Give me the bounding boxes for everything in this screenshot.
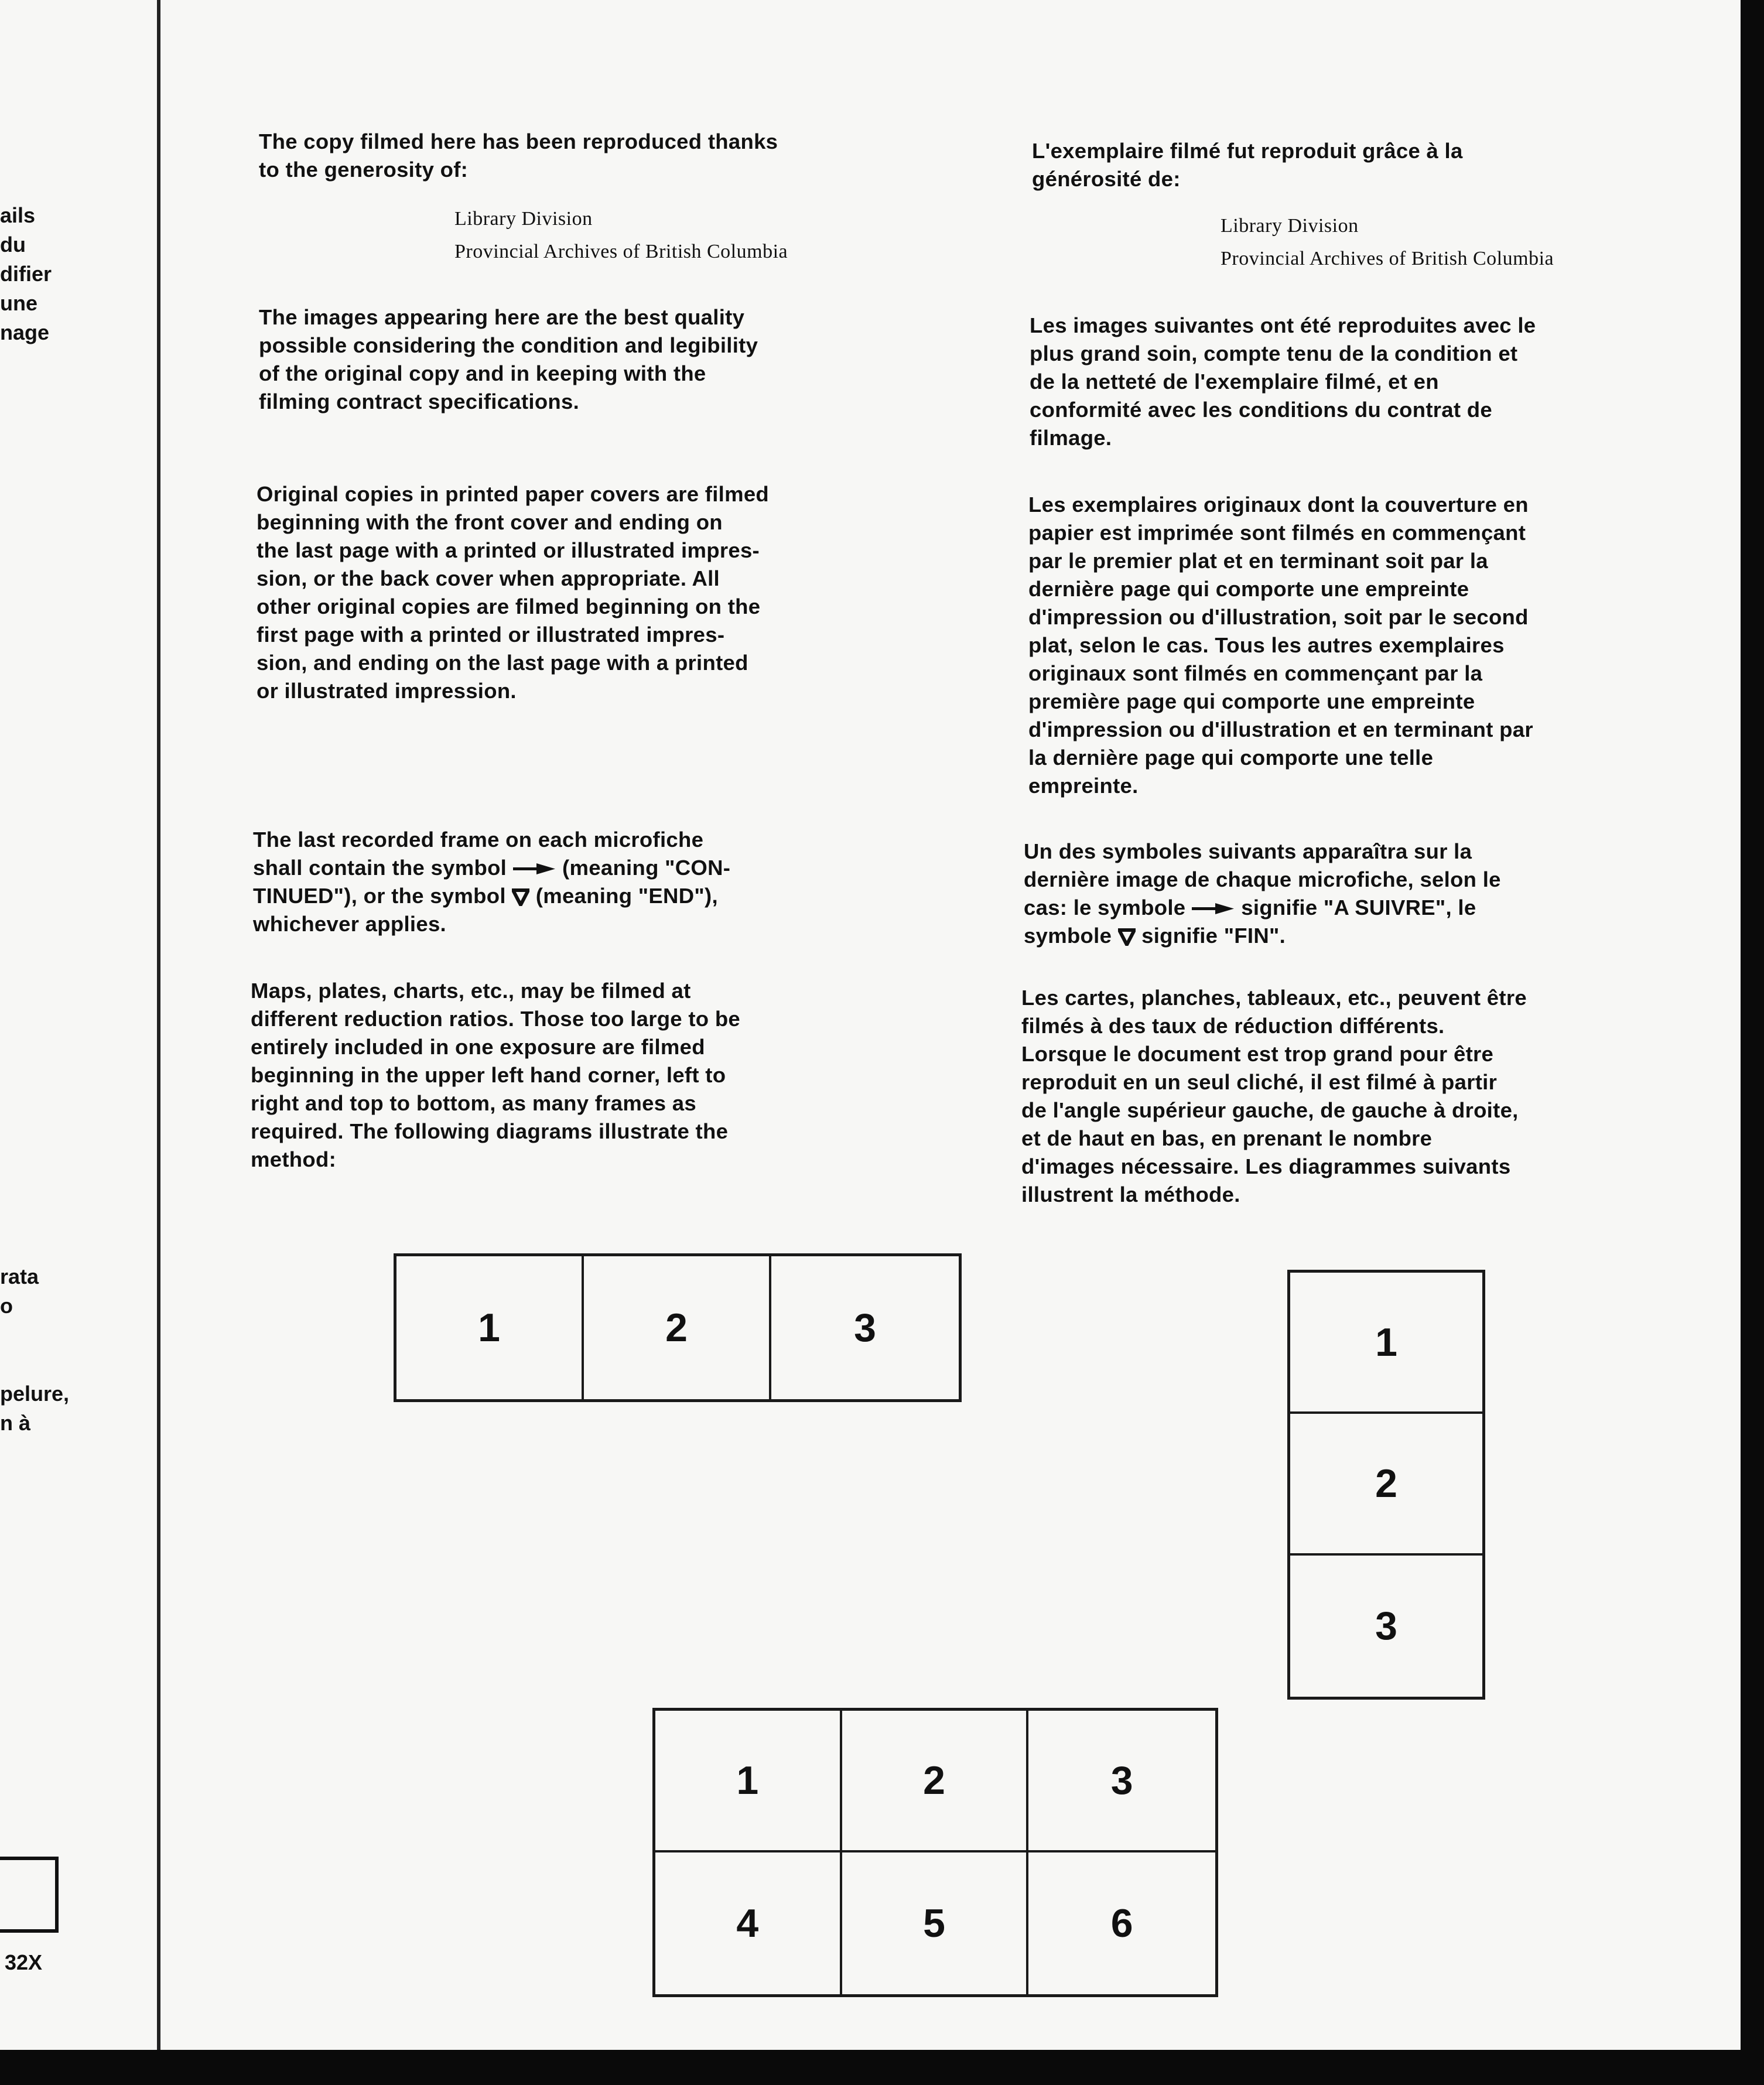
french-intro: L'exemplaire filmé fut reproduit grâce à la générosité de: [1032, 139, 1463, 191]
inverted-triangle-icon [512, 888, 529, 906]
left-fragment: du [0, 233, 26, 257]
english-symbols-paragraph: The last recorded frame on each microfiche shall contain the symbol (meaning "CON- TINUED"), or the symbol (meaning "END"), whichever applies. [253, 828, 731, 936]
french-quality-paragraph: Les images suivantes ont été reproduites avec le plus grand soin, compte tenu de la condition et de la netteté de l'exemplaire filmé, et en conformité avec les conditions du contrat de filmage. [1030, 313, 1536, 450]
left-fragment: n à [0, 1411, 31, 1435]
inverted-triangle-icon [1118, 928, 1136, 946]
reduction-label: 32X [5, 1950, 43, 1974]
frame-cell: 3 [854, 1305, 876, 1350]
frame-cell: 6 [1110, 1901, 1133, 1946]
arrow-right-icon [1192, 902, 1235, 916]
frame-cell: 1 [1290, 1273, 1482, 1414]
reduction-target-box [0, 1857, 59, 1933]
french-credit: Library Division Provincial Archives of British Columbia [1221, 215, 1554, 269]
frame-cell: 2 [584, 1256, 771, 1399]
grid-frames-diagram [652, 1708, 1218, 1997]
arrow-right-icon [513, 862, 556, 876]
frame-cell: 1 [396, 1256, 584, 1399]
french-originals-paragraph: Les exemplaires originaux dont la couverture en papier est imprimée sont filmés en commençant par le premier plat et en terminant soit par la dernière page qui comporte une empreinte d'impression ou d'illustration, soit par le second plat, selon le cas. Tous les autres exemplaires originaux sont filmés en commençant par la première page qui comporte une empreinte d'impression ou d'illustration et en terminant par la dernière page qui comporte une telle empreinte. [1028, 493, 1533, 798]
left-fragment: rata [0, 1264, 39, 1288]
frame-cell: 1 [655, 1711, 842, 1852]
horizontal-frames-diagram [394, 1253, 962, 1402]
frame-cell: 2 [1290, 1414, 1482, 1555]
scan-border-bottom [0, 2050, 1764, 2085]
left-fragment: nage [0, 320, 50, 344]
scan-border-right [1741, 0, 1764, 2085]
left-fragment: une [0, 291, 38, 315]
frame-cell: 2 [842, 1711, 1029, 1852]
frame-cell: 3 [1028, 1711, 1215, 1852]
english-credit: Library Division Provincial Archives of British Columbia [454, 208, 788, 262]
french-symbols-paragraph: Un des symboles suivants apparaîtra sur la dernière image de chaque microfiche, selon le cas: le symbole signifie "A SUIVRE", le symbole signifie "FIN". [1024, 839, 1501, 948]
frame-cell: 5 [842, 1852, 1029, 1994]
frame-cell: 3 [1375, 1604, 1397, 1649]
english-intro: The copy filmed here has been reproduced thanks to the generosity of: [259, 129, 778, 182]
left-fragment: pelure, [0, 1382, 70, 1406]
english-originals-paragraph: Original copies in printed paper covers are filmed beginning with the front cover and ending on the last page with a printed or illustrated impres- sion, or the back cover when appropriate. All other original copies are filmed beginning on the first page with a printed or illustrated impres- sion, and ending on the last page with a printed or illustrated impression. [257, 482, 770, 703]
left-fragment: difier [0, 262, 52, 286]
french-maps-paragraph: Les cartes, planches, tableaux, etc., peuvent être filmés à des taux de réduction différents. Lorsque le document est trop grand pour être reproduit en un seul cliché, il est filmé à partir de l'angle supérieur gauche, de gauche à droite, et de haut en bas, en prenant le nombre d'images nécessaire. Les diagrammes suivants illustrent la méthode. [1021, 986, 1527, 1206]
english-quality-paragraph: The images appearing here are the best quality possible considering the condition and legibility of the original copy and in keeping with the filming contract specifications. [259, 305, 758, 413]
left-fragment: ails [0, 203, 36, 227]
vertical-frames-diagram [1287, 1270, 1485, 1700]
english-maps-paragraph: Maps, plates, charts, etc., may be filmed at different reduction ratios. Those too large to be entirely included in one exposure are filmed beginning in the upper left hand corner, left to right and top to bottom, as many frames as required. The following diagrams illustrate the method: [251, 979, 741, 1171]
frame-cell: 4 [655, 1852, 842, 1994]
left-fragment: o [0, 1294, 13, 1318]
page-edge-line [157, 0, 160, 2050]
